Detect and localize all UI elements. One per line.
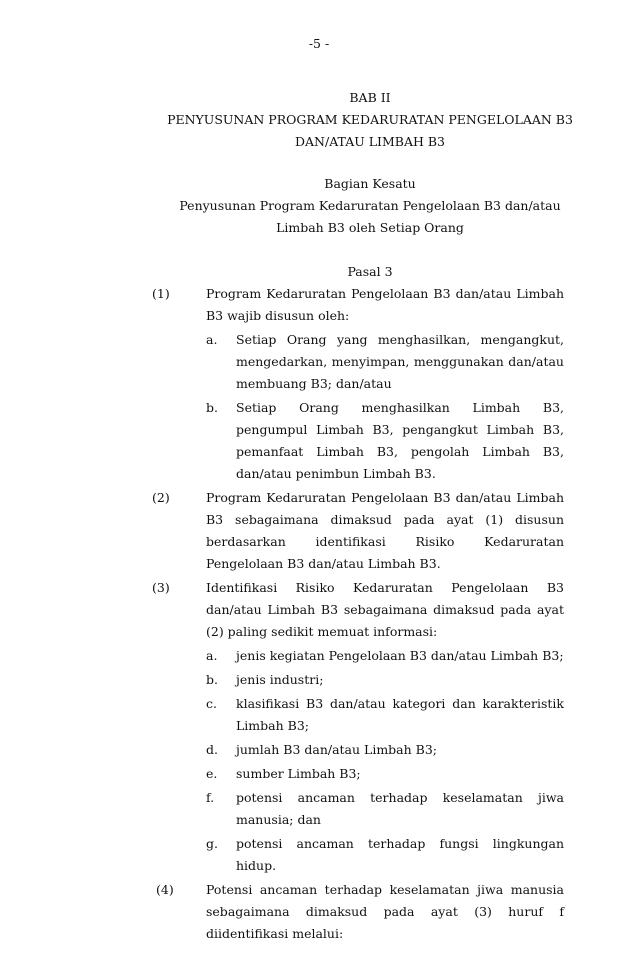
item-text: potensi ancaman terhadap fungsi lingkungan hidup. — [236, 836, 564, 873]
section-title-line2: Limbah B3 oleh Setiap Orang — [276, 220, 464, 235]
item-letter: g. — [206, 836, 218, 851]
list-item — [206, 693, 564, 737]
item-letter: a. — [206, 648, 218, 663]
list-item — [206, 739, 564, 761]
ayat-1 — [150, 283, 564, 485]
page-number: -5 - — [308, 36, 330, 51]
ayat-2 — [150, 487, 564, 575]
ayat-number: (2) — [152, 490, 170, 505]
ayat-text: Program Kedaruratan Pengelolaan B3 dan/atau Limbah B3 wajib disusun oleh: — [206, 286, 564, 323]
article-body — [150, 283, 564, 945]
list-item — [206, 787, 564, 831]
list-item — [206, 645, 564, 667]
item-letter: b. — [206, 400, 218, 415]
article-heading — [150, 261, 590, 283]
item-letter: f. — [206, 790, 215, 805]
chapter-title-line1: PENYUSUNAN PROGRAM KEDARURATAN PENGELOLAAN B3 — [167, 112, 573, 127]
list-item — [206, 329, 564, 395]
section-title-line1: Penyusunan Program Kedaruratan Pengelolaan B3 dan/atau — [179, 198, 561, 213]
item-text: Setiap Orang menghasilkan Limbah B3, pengumpul Limbah B3, pengangkut Limbah B3, pemanfaat Limbah B3, pengolah Limbah B3, dan/atau penimbun Limbah B3. — [236, 400, 564, 481]
ayat-text: Potensi ancaman terhadap keselamatan jiwa manusia sebagaimana dimaksud pada ayat (3) huruf f diidentifikasi melalui: — [206, 882, 564, 941]
ayat-4 — [150, 879, 564, 945]
section-heading — [150, 173, 590, 239]
list-item — [206, 669, 564, 691]
article-label: Pasal 3 — [347, 264, 393, 279]
item-letter: a. — [206, 332, 218, 347]
ayat-number: (3) — [152, 580, 170, 595]
item-text: jumlah B3 dan/atau Limbah B3; — [236, 742, 438, 757]
ayat-text: Identifikasi Risiko Kedaruratan Pengelolaan B3 dan/atau Limbah B3 sebagaimana dimaksud pada ayat (2) paling sedikit memuat informasi: — [206, 580, 564, 639]
item-text: sumber Limbah B3; — [236, 766, 361, 781]
item-text: klasifikasi B3 dan/atau kategori dan karakteristik Limbah B3; — [236, 696, 564, 733]
item-letter: e. — [206, 766, 218, 781]
item-text: Setiap Orang yang menghasilkan, mengangkut, mengedarkan, menyimpan, menggunakan dan/atau membuang B3; dan/atau — [236, 332, 564, 391]
chapter-heading — [150, 87, 590, 153]
list-item — [206, 397, 564, 485]
item-letter: d. — [206, 742, 218, 757]
chapter-title-line2: DAN/ATAU LIMBAH B3 — [295, 134, 445, 149]
item-text: jenis industri; — [236, 672, 324, 687]
item-text: jenis kegiatan Pengelolaan B3 dan/atau Limbah B3; — [236, 648, 564, 663]
list-item — [206, 763, 564, 785]
ayat-text: Program Kedaruratan Pengelolaan B3 dan/atau Limbah B3 sebagaimana dimaksud pada ayat (1) disusun berdasarkan identifikasi Risiko Kedaruratan Pengelolaan B3 dan/atau Limbah B3. — [206, 490, 564, 571]
item-letter: b. — [206, 672, 218, 687]
item-text: potensi ancaman terhadap keselamatan jiwa manusia; dan — [236, 790, 564, 827]
item-letter: c. — [206, 696, 217, 711]
ayat-3 — [150, 577, 564, 877]
section-label: Bagian Kesatu — [324, 176, 416, 191]
chapter-label: BAB II — [349, 90, 391, 105]
list-item — [206, 833, 564, 877]
ayat-number: (4) — [156, 882, 174, 897]
ayat-number: (1) — [152, 286, 170, 301]
